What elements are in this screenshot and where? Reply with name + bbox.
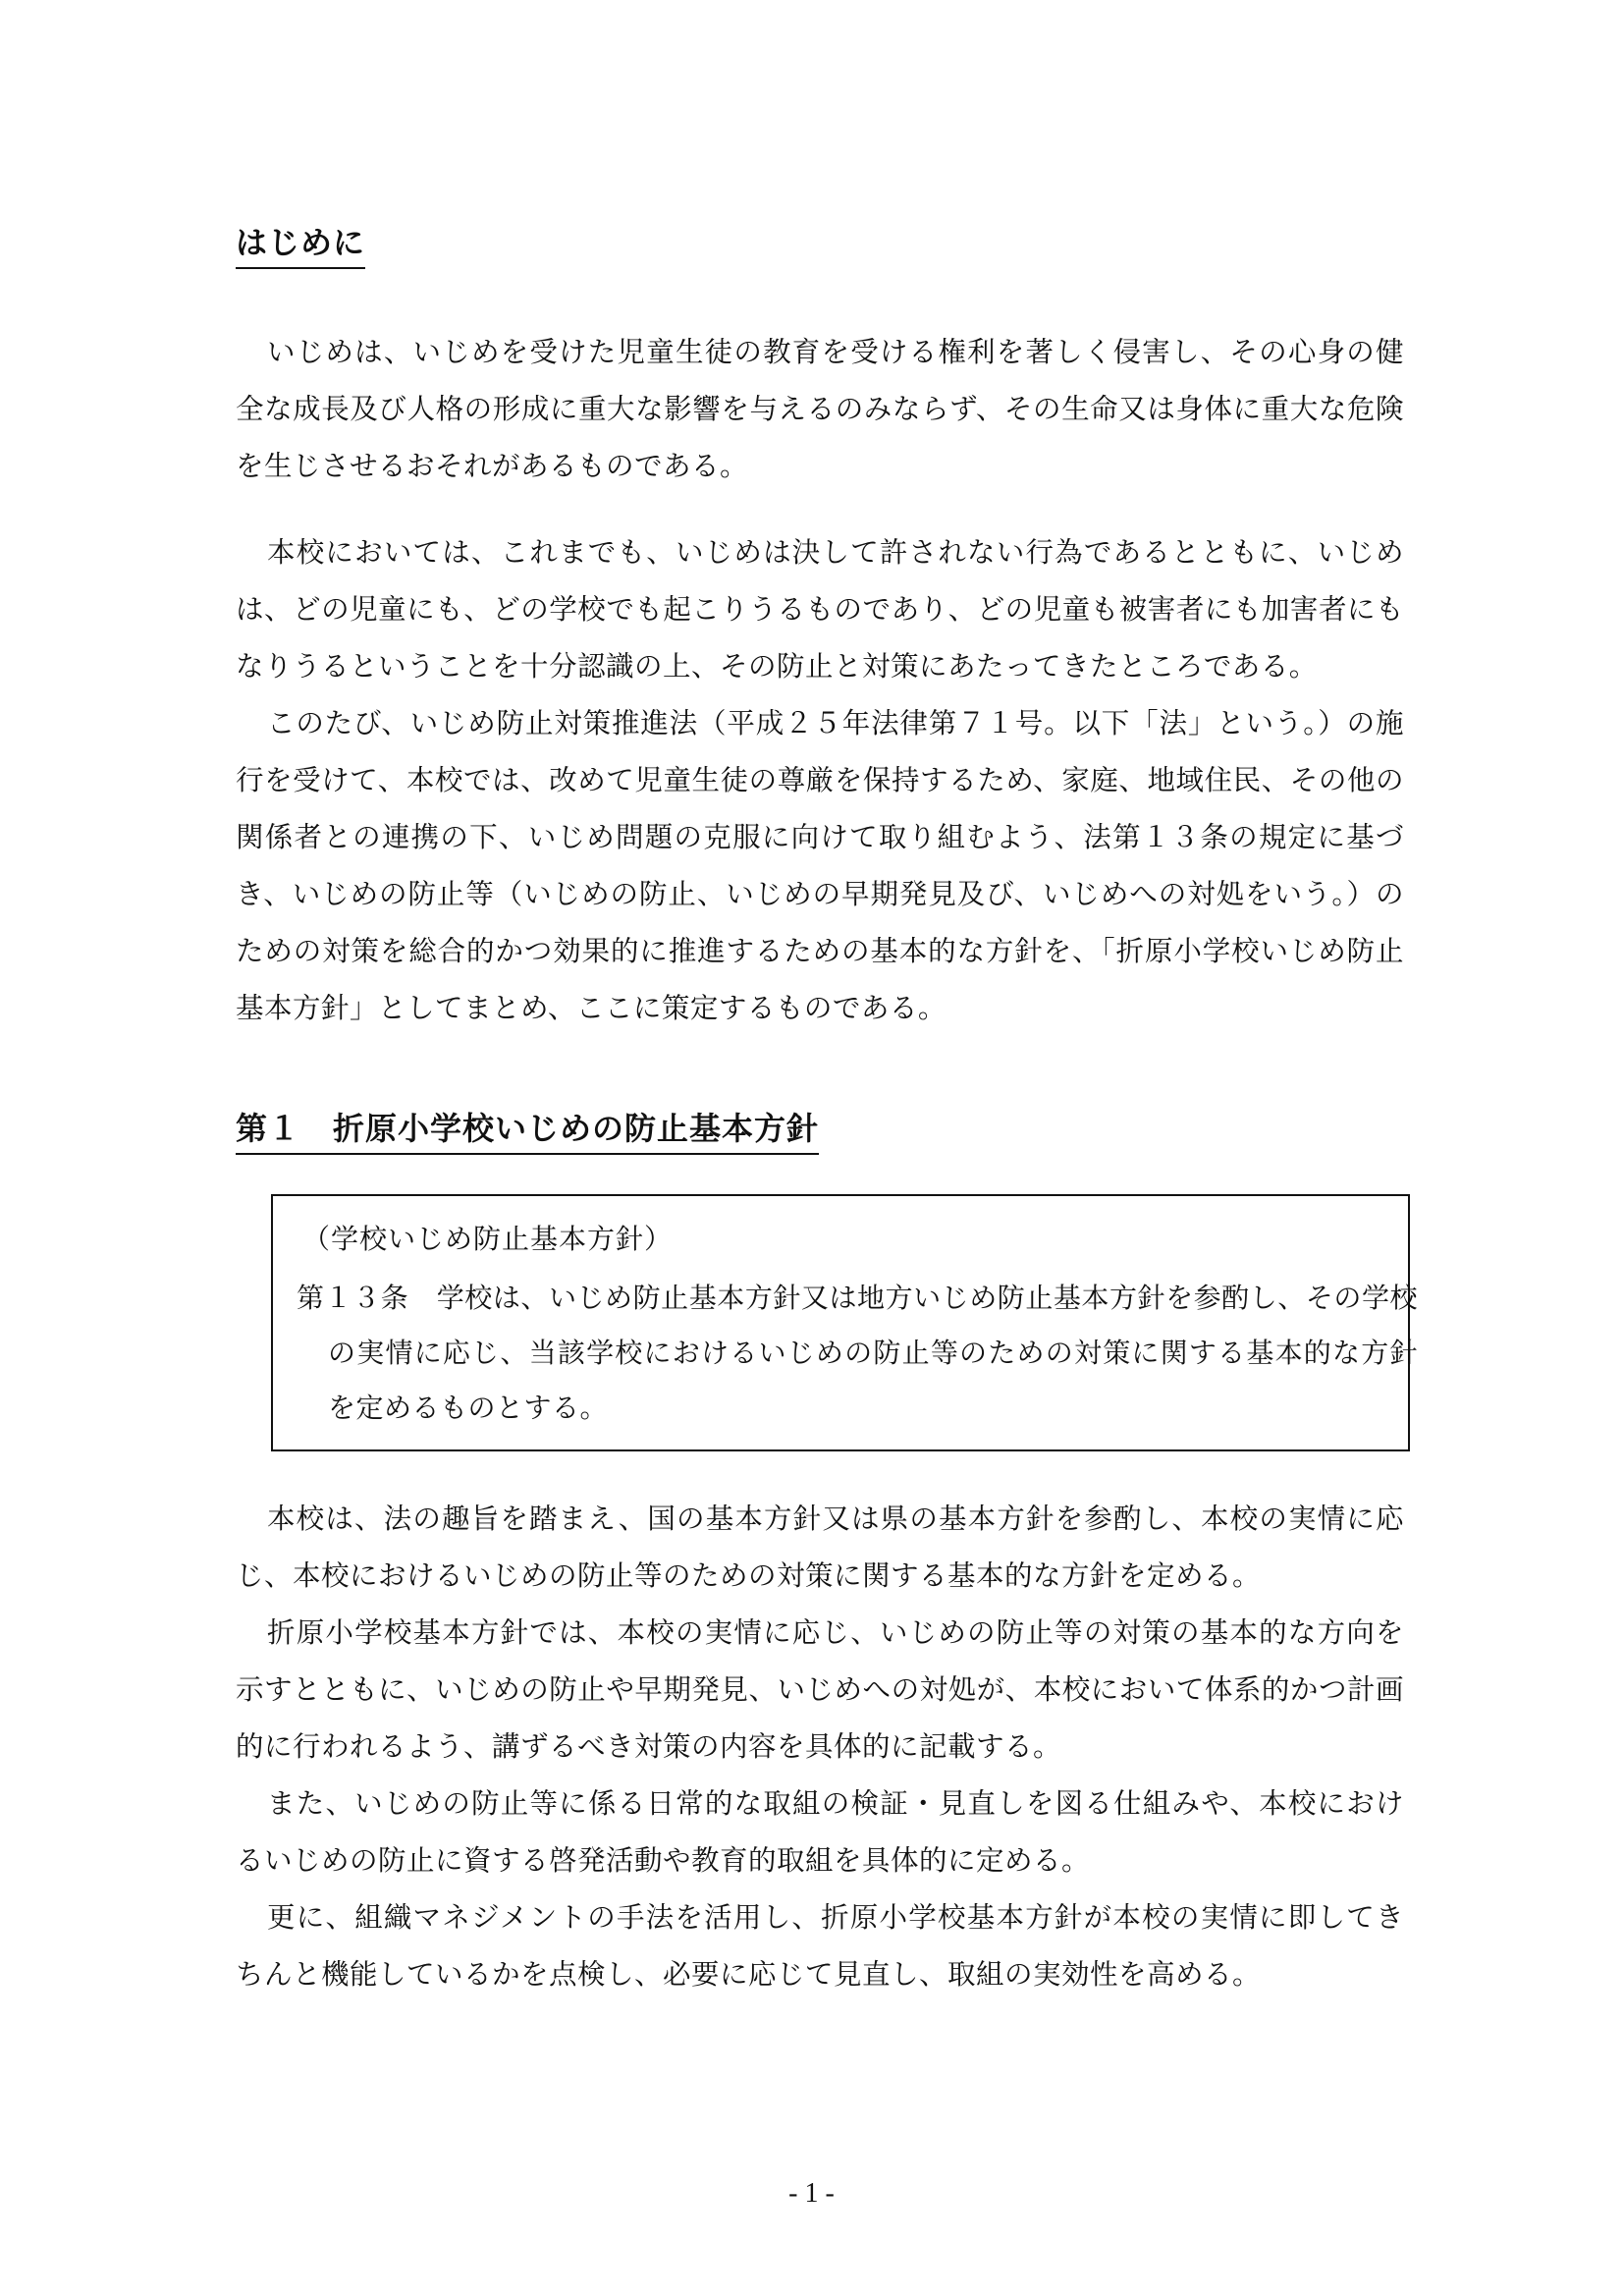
law-excerpt-box — [271, 1194, 1418, 1451]
law-article-text: 第１３条 学校は、いじめ防止基本方針又は地方いじめ防止基本方針を参酌し、その学校の実情に応じ、当該学校におけるいじめの防止等のための対策に関する基本的な方針を定めるものとする。 — [297, 1282, 1418, 1424]
section1-paragraph-1: 本校は、法の趣旨を踏まえ、国の基本方針又は県の基本方針を参酌し、本校の実情に応じ、本校におけるいじめの防止等のための対策に関する基本的な方針を定める。 — [236, 1503, 1404, 1592]
intro-paragraph-1: いじめは、いじめを受けた児童生徒の教育を受ける権利を著しく侵害し、その心身の健全な成長及び人格の形成に重大な影響を与えるのみならず、その生命又は身体に重大な危険を生じさせるおそれがあるものである。 — [236, 336, 1404, 482]
law-caption: （学校いじめ防止基本方針） — [302, 1223, 674, 1255]
intro-heading: はじめに — [236, 218, 365, 269]
intro-paragraph-2: 本校においては、これまでも、いじめは決して許されない行為であるとともに、いじめは、どの児童にも、どの学校でも起こりうるものであり、どの児童も被害者にも加害者にもなりうるということを十分認識の上、その防止と対策にあたってきたところである。 — [236, 536, 1404, 683]
intro-paragraph-3: このたび、いじめ防止対策推進法（平成２５年法律第７１号。以下「法」という。）の施行を受けて、本校では、改めて児童生徒の尊厳を保持するため、家庭、地域住民、その他の関係者との連携の下、いじめ問題の克服に向けて取り組むよう、法第１３条の規定に基づき、いじめの防止等（いじめの防止、いじめの早期発見及び、いじめへの対処をいう。）のための対策を総合的かつ効果的に推進するための基本的な方針を、「折原小学校いじめ防止基本方針」としてまとめ、ここに策定するものである。 — [236, 707, 1404, 1024]
page-number: - 1 - — [788, 2178, 835, 2209]
section1-paragraph-3: また、いじめの防止等に係る日常的な取組の検証・見直しを図る仕組みや、本校におけるいじめの防止に資する啓発活動や教育的取組を具体的に定める。 — [236, 1787, 1404, 1877]
section1-paragraph-4: 更に、組織マネジメントの手法を活用し、折原小学校基本方針が本校の実情に即してきちんと機能しているかを点検し、必要に応じて見直し、取組の実効性を高める。 — [236, 1901, 1404, 1991]
section1-heading: 第１ 折原小学校いじめの防止基本方針 — [236, 1104, 819, 1155]
section1-paragraph-2: 折原小学校基本方針では、本校の実情に応じ、いじめの防止等の対策の基本的な方向を示すとともに、いじめの防止や早期発見、いじめへの対処が、本校において体系的かつ計画的に行われるよう、講ずるべき対策の内容を具体的に記載する。 — [236, 1616, 1404, 1763]
